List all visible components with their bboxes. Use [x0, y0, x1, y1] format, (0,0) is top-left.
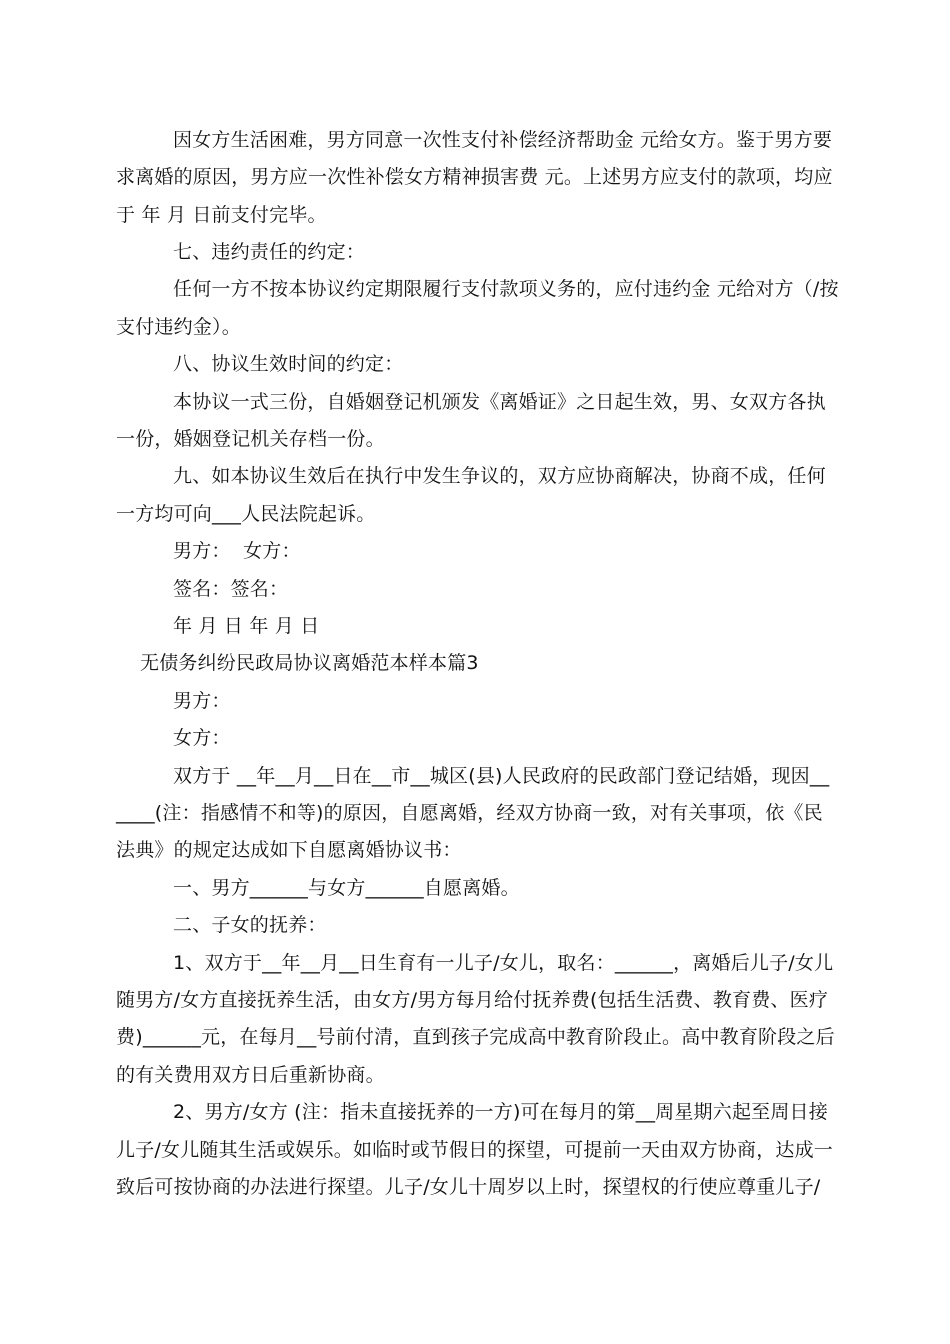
section-heading: 一、男方______与女方______自愿离婚。 [173, 877, 520, 899]
paragraph-line: 双方于 __年__月__日在__市__城区(县)人民政府的民政部门登记结婚，现因__ [173, 765, 830, 787]
paragraph-line: ____(注：指感情不和等)的原因，自愿离婚，经双方协商一致，对有关事项，依《民 [116, 802, 823, 824]
paragraph-line: 本协议一式三份，自婚姻登记机颁发《离婚证》之日起生效，男、女双方各执 [173, 391, 826, 413]
paragraph-line: 法典》的规定达成如下自愿离婚协议书： [116, 839, 462, 861]
section-heading: 二、子女的抚养： [173, 914, 327, 936]
section-heading: 九、如本协议生效后在执行中发生争议的，双方应协商解决，协商不成，任何 [173, 465, 826, 487]
signature-date: 年 月 日 年 月 日 [173, 615, 320, 637]
paragraph-line: 2、男方/女方 (注：指未直接抚养的一方)可在每月的第__周星期六起至周日接 [173, 1101, 828, 1123]
document-title: 无债务纠纷民政局协议离婚范本样本篇3 [140, 652, 479, 674]
section-heading: 七、违约责任的约定： [173, 241, 366, 263]
party-male: 男方： [173, 690, 231, 712]
signature-line: 签名：签名： [173, 578, 289, 600]
party-female: 女方： [173, 727, 231, 749]
paragraph-line: 于 年 月 日前支付完毕。 [116, 204, 327, 226]
paragraph-line: 求离婚的原因，男方应一次性补偿女方精神损害费 元。上述男方应支付的款项，均应 [116, 166, 833, 188]
paragraph-line: 的有关费用双方日后重新协商。 [116, 1064, 385, 1086]
paragraph-line: 1、双方于__年__月__日生育有一儿子/女儿，取名：______，离婚后儿子/女儿 [173, 952, 834, 974]
paragraph-line: 因女方生活困难，男方同意一次性支付补偿经济帮助金 元给女方。鉴于男方要 [173, 129, 833, 151]
paragraph-line: 一份，婚姻登记机关存档一份。 [116, 428, 385, 450]
paragraph-line: 支付违约金）。 [116, 316, 241, 338]
paragraph-line: 一方均可向___人民法院起诉。 [116, 503, 376, 525]
section-heading: 八、协议生效时间的约定： [173, 353, 404, 375]
paragraph-line: 任何一方不按本协议约定期限履行支付款项义务的，应付违约金 元给对方（/按 [173, 278, 839, 300]
signature-parties: 男方： 女方： [173, 540, 301, 562]
paragraph-line: 儿子/女儿随其生活或娱乐。如临时或节假日的探望，可提前一天由双方协商，达成一 [116, 1139, 834, 1161]
paragraph-line: 随男方/女方直接抚养生活，由女方/男方每月给付抚养费(包括生活费、教育费、医疗 [116, 989, 829, 1011]
paragraph-line: 费)______元，在每月__号前付清，直到孩子完成高中教育阶段止。高中教育阶段之后 [116, 1026, 835, 1048]
paragraph-line: 致后可按协商的办法进行探望。儿子/女儿十周岁以上时，探望权的行使应尊重儿子/ [116, 1176, 821, 1198]
